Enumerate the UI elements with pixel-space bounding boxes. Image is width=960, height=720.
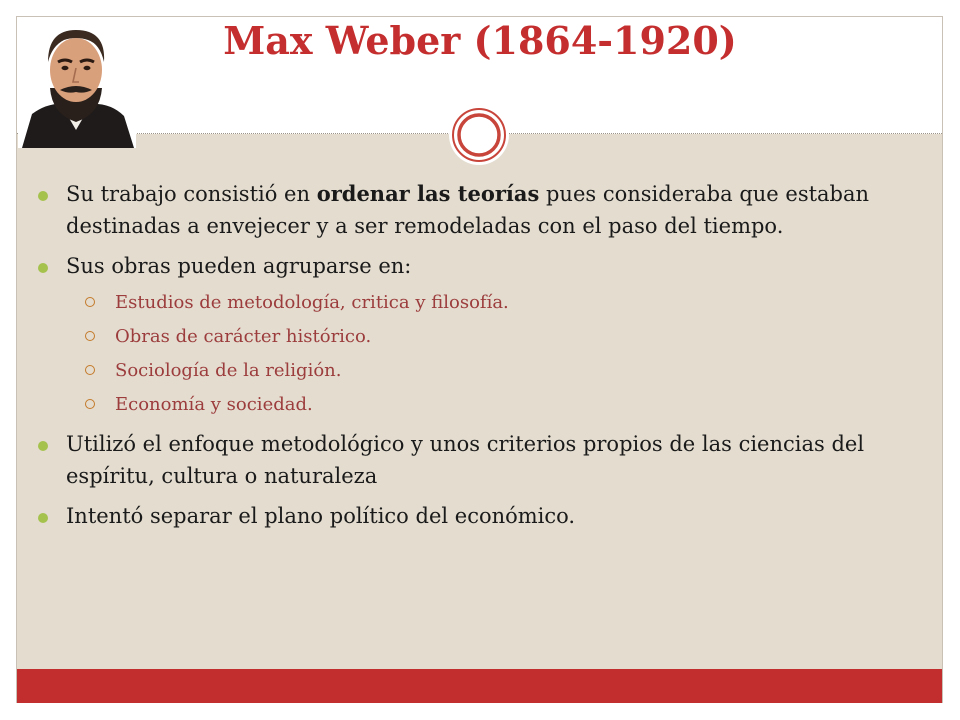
page-title: Max Weber (1864-1920): [223, 18, 737, 63]
footer-bar: [17, 669, 942, 703]
sub-bullet-list: [38, 290, 928, 418]
sub-bullet-text: Obras de carácter histórico.: [115, 326, 372, 347]
ring-bullet-icon: [85, 365, 95, 375]
ring-bullet-icon: [85, 331, 95, 341]
content-body: [38, 178, 928, 540]
bullet-text-bold: ordenar las teorías: [316, 181, 540, 206]
bullet-item: [38, 178, 928, 242]
bullet-text-after: pues consideraba que estaban destinadas a envejecer y a ser remodeladas con el paso del tiempo.: [66, 182, 870, 238]
ring-bullet-icon: [85, 399, 95, 409]
bullet-list-continued: [38, 428, 928, 532]
bullet-text-before: Su trabajo consistió en: [66, 182, 317, 206]
ring-bullet-icon: [85, 297, 95, 307]
bullet-text: Utilizó el enfoque metodológico y unos criterios propios de las ciencias del espíritu, cultura o naturaleza: [66, 432, 865, 488]
sub-bullet-item: [38, 324, 928, 350]
sub-bullet-text: Sociología de la religión.: [115, 360, 342, 381]
sub-bullet-item: [38, 358, 928, 384]
bullet-item: [38, 500, 928, 532]
sub-bullet-item: [38, 392, 928, 418]
bullet-dot-icon: [38, 191, 48, 201]
circle-ornament-icon: [448, 104, 510, 166]
sub-bullet-item: [38, 290, 928, 316]
bullet-text: Intentó separar el plano político del económico.: [66, 504, 576, 528]
sub-bullet-text: Economía y sociedad.: [115, 394, 313, 415]
bullet-item: [38, 428, 928, 492]
bullet-list: [38, 178, 928, 282]
bullet-dot-icon: [38, 441, 48, 451]
portrait-icon: [18, 18, 136, 148]
sub-bullet-text: Estudios de metodología, critica y filosofía.: [115, 292, 509, 313]
bullet-dot-icon: [38, 263, 48, 273]
bullet-dot-icon: [38, 513, 48, 523]
bullet-item: [38, 250, 928, 282]
bullet-text: Sus obras pueden agruparse en:: [66, 254, 412, 278]
